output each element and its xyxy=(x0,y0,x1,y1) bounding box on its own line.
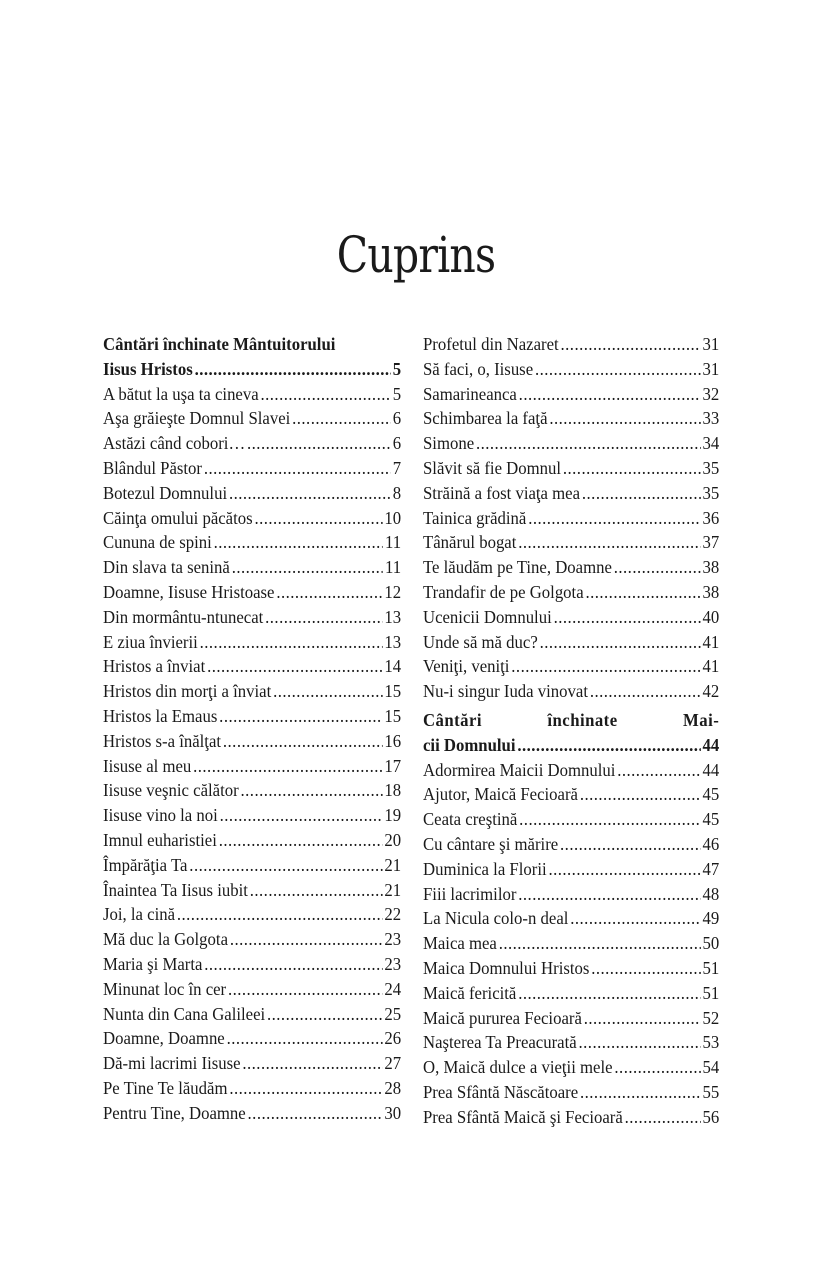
toc-entry-title: Doamne, Doamne xyxy=(103,1028,225,1049)
toc-entry[interactable] xyxy=(103,555,401,580)
page-number: 38 xyxy=(702,557,720,578)
toc-entry[interactable] xyxy=(423,332,719,357)
section-heading-line[interactable] xyxy=(103,357,401,382)
page-number: 52 xyxy=(702,1007,720,1028)
dot-leader xyxy=(614,1055,700,1080)
page-number: 15 xyxy=(384,705,402,726)
toc-entry-title: Nunta din Cana Galileei xyxy=(103,1003,266,1024)
toc-entry-title: Aşa grăieşte Domnul Slavei xyxy=(103,408,291,429)
toc-entry-title: Pe Tine Te lăudăm xyxy=(103,1077,228,1098)
page-number: 28 xyxy=(384,1077,402,1098)
toc-entry-title: Maria şi Marta xyxy=(103,953,203,974)
page-number: 34 xyxy=(702,433,720,454)
dot-leader xyxy=(219,704,382,729)
toc-entry[interactable] xyxy=(103,1051,401,1076)
toc-entry[interactable] xyxy=(103,977,401,1002)
toc-entry-title: Pentru Tine, Doamne xyxy=(103,1102,246,1123)
toc-entry-title: Din mormântu-ntunecat xyxy=(103,606,264,627)
toc-entry-title: Hristos a înviat xyxy=(103,656,206,677)
toc-entry[interactable] xyxy=(423,1055,719,1080)
toc-entries-left xyxy=(103,382,401,1126)
toc-entry[interactable] xyxy=(423,406,719,431)
dot-leader xyxy=(625,1105,701,1130)
dot-leader xyxy=(242,1051,382,1076)
page-number: 26 xyxy=(384,1028,402,1049)
dot-leader xyxy=(519,807,701,832)
dot-leader xyxy=(580,782,701,807)
toc-entry[interactable] xyxy=(423,782,719,807)
toc-entry-title: Iisuse vino la noi xyxy=(103,805,218,826)
toc-entries-right-bottom xyxy=(423,758,719,1130)
toc-entry-title: Hristos s-a înălţat xyxy=(103,730,222,751)
toc-entry[interactable] xyxy=(103,431,401,456)
toc-entry[interactable] xyxy=(103,878,401,903)
page-number: 50 xyxy=(702,933,720,954)
toc-entry-title: Hristos din morţi a înviat xyxy=(103,681,272,702)
dot-leader xyxy=(570,906,700,931)
toc-entry-title: Duminica la Florii xyxy=(423,858,547,879)
toc-entry[interactable] xyxy=(103,803,401,828)
page-number: 21 xyxy=(384,854,402,875)
page-number: 51 xyxy=(702,957,720,978)
toc-entry[interactable] xyxy=(423,506,719,531)
page-number: 41 xyxy=(702,656,720,677)
toc-entry[interactable] xyxy=(103,952,401,977)
dot-leader xyxy=(554,605,701,630)
dot-leader xyxy=(227,1026,383,1051)
page-number: 33 xyxy=(702,408,720,429)
toc-entry[interactable] xyxy=(103,406,401,431)
page-number: 18 xyxy=(384,780,402,801)
toc-entry-title: Simone xyxy=(423,433,475,454)
toc-entry-title: Botezul Domnului xyxy=(103,482,228,503)
toc-entry[interactable] xyxy=(423,906,719,931)
dot-leader xyxy=(518,882,700,907)
dot-leader xyxy=(548,857,700,882)
toc-entry-title: Înaintea Ta Iisus iubit xyxy=(103,879,248,900)
toc-entry-title: Te lăudăm pe Tine, Doamne xyxy=(423,557,612,578)
toc-entries-right-top xyxy=(423,332,719,704)
page-number: 27 xyxy=(384,1053,402,1074)
toc-entry[interactable] xyxy=(103,1101,401,1126)
toc-entry-title: Joi, la cină xyxy=(103,904,176,925)
toc-entry[interactable] xyxy=(103,754,401,779)
toc-entry[interactable] xyxy=(103,630,401,655)
page-number: 31 xyxy=(702,334,720,354)
page-number: 38 xyxy=(702,581,720,602)
toc-entry[interactable] xyxy=(423,530,719,555)
page-number: 22 xyxy=(384,904,402,925)
toc-entry-title: Fiii lacrimilor xyxy=(423,883,517,904)
toc-entry-title: Trandafir de pe Golgota xyxy=(423,581,584,602)
page-number: 25 xyxy=(384,1003,402,1024)
toc-entry[interactable] xyxy=(423,481,719,506)
page-number: 6 xyxy=(392,433,402,454)
dot-leader xyxy=(193,754,382,779)
toc-entry[interactable] xyxy=(423,857,719,882)
page-number: 48 xyxy=(702,883,720,904)
dot-leader xyxy=(276,580,382,605)
toc-entry[interactable] xyxy=(103,530,401,555)
dot-leader xyxy=(561,332,701,357)
page-number: 17 xyxy=(384,755,402,776)
page-number: 21 xyxy=(384,879,402,900)
dot-leader xyxy=(254,506,382,531)
page-number: 13 xyxy=(384,631,402,652)
page-number: 41 xyxy=(702,631,720,652)
toc-entry-title: Astăzi când cobori… xyxy=(103,433,246,454)
dot-leader xyxy=(273,679,382,704)
toc-entry[interactable] xyxy=(423,679,719,704)
dot-leader xyxy=(200,630,383,655)
page-number: 12 xyxy=(384,581,402,602)
toc-entry[interactable] xyxy=(423,758,719,783)
dot-leader xyxy=(292,406,391,431)
dot-leader xyxy=(580,1080,701,1105)
toc-entry-title: Schimbarea la faţă xyxy=(423,408,548,429)
toc-entry-title: Împărăţia Ta xyxy=(103,854,188,875)
toc-entry-title: Ucenicii Domnului xyxy=(423,606,552,627)
section-heading: Cântări închinate Mântuitorului xyxy=(103,334,336,354)
dot-leader xyxy=(517,733,700,758)
toc-entry-title: Prea Sfântă Maică şi Fecioară xyxy=(423,1106,623,1127)
dot-leader xyxy=(560,832,701,857)
page-number: 16 xyxy=(384,730,402,751)
toc-entry-title: Maică fericită xyxy=(423,982,517,1003)
page-number: 44 xyxy=(702,759,720,780)
toc-entry-title: E ziua învierii xyxy=(103,631,198,652)
section-heading-label: cii Domnului xyxy=(423,734,516,755)
toc-entry-title: Maica Domnului Hristos xyxy=(423,957,590,978)
toc-entry[interactable] xyxy=(103,902,401,927)
dot-leader xyxy=(204,952,382,977)
page-number: 55 xyxy=(702,1081,720,1102)
page-number: 44 xyxy=(702,734,720,755)
page-number: 53 xyxy=(702,1032,720,1053)
section-heading xyxy=(423,708,719,733)
page-title: Cuprins xyxy=(336,226,496,284)
toc-entry[interactable] xyxy=(423,807,719,832)
toc-entry-title: Adormirea Maicii Domnului xyxy=(423,759,616,780)
toc-entry-title: A bătut la uşa ta cineva xyxy=(103,383,259,404)
page-number: 24 xyxy=(384,978,402,999)
page-number: 45 xyxy=(702,809,720,830)
toc-entry[interactable] xyxy=(423,357,719,382)
toc-entry[interactable] xyxy=(423,882,719,907)
page-number: 42 xyxy=(702,681,720,702)
toc-entry[interactable] xyxy=(423,580,719,605)
page-number: 45 xyxy=(702,784,720,805)
toc-entry-title: Hristos la Emaus xyxy=(103,705,218,726)
section-heading-word: Mai- xyxy=(683,709,720,730)
dot-leader xyxy=(518,981,700,1006)
page-number: 40 xyxy=(702,606,720,627)
toc-entry[interactable] xyxy=(423,1006,719,1031)
dot-leader xyxy=(204,456,391,481)
page-number: 56 xyxy=(702,1106,720,1127)
toc-entry-title: Cu cântare şi mărire xyxy=(423,833,559,854)
toc-entry[interactable] xyxy=(103,605,401,630)
toc-entry[interactable] xyxy=(423,382,719,407)
toc-entry[interactable] xyxy=(103,679,401,704)
toc-entry-title: Imnul euharistiei xyxy=(103,829,217,850)
toc-entry-title: Tânărul bogat xyxy=(423,532,517,553)
dot-leader xyxy=(248,1101,383,1126)
page-number: 54 xyxy=(702,1057,720,1078)
toc-entry-title: Samarineanca xyxy=(423,383,517,404)
dot-leader xyxy=(614,555,701,580)
toc-entry-title: O, Maică dulce a vieţii mele xyxy=(423,1057,613,1078)
dot-leader xyxy=(247,431,391,456)
toc-entry-title: Să faci, o, Iisuse xyxy=(423,358,534,379)
toc-entry-title: Ajutor, Maică Fecioară xyxy=(423,784,578,805)
page-number: 23 xyxy=(384,929,402,950)
toc-entry[interactable] xyxy=(423,832,719,857)
dot-leader xyxy=(549,406,700,431)
page-number: 13 xyxy=(384,606,402,627)
toc-entry[interactable] xyxy=(103,654,401,679)
page-number: 35 xyxy=(702,482,720,503)
dot-leader xyxy=(585,580,700,605)
dot-leader xyxy=(214,530,384,555)
toc-entry[interactable] xyxy=(103,506,401,531)
dot-leader xyxy=(229,1076,382,1101)
toc-entry[interactable] xyxy=(423,654,719,679)
toc-entry-title: Doamne, Iisuse Hristoase xyxy=(103,581,275,602)
toc-entry-title: Prea Sfântă Născătoare xyxy=(423,1081,579,1102)
page-number: 51 xyxy=(702,982,720,1003)
page-number: 37 xyxy=(702,532,720,553)
toc-entry[interactable] xyxy=(103,704,401,729)
page-number: 5 xyxy=(392,383,402,404)
toc-entry-title: Cununa de spini xyxy=(103,532,212,553)
toc-entry-title: Din slava ta senină xyxy=(103,557,230,578)
dot-leader xyxy=(511,654,700,679)
toc-entry-title: Naşterea Ta Preacurată xyxy=(423,1032,577,1053)
section-heading-line[interactable] xyxy=(423,733,719,758)
toc-entry[interactable] xyxy=(103,1026,401,1051)
toc-entry-title: Nu-i singur Iuda vinovat xyxy=(423,681,588,702)
page-number: 46 xyxy=(702,833,720,854)
toc-entry-title: Maica mea xyxy=(423,933,497,954)
page-number: 7 xyxy=(392,457,402,478)
toc-entry[interactable] xyxy=(103,456,401,481)
section-heading-word: Cântări xyxy=(423,709,482,730)
page-number: 11 xyxy=(384,532,402,553)
toc-entry-title: Profetul din Nazaret xyxy=(423,334,559,354)
toc-entry-title: Iisuse al meu xyxy=(103,755,192,776)
toc-entry[interactable] xyxy=(423,931,719,956)
dot-leader xyxy=(590,679,701,704)
page-number: 6 xyxy=(392,408,402,429)
dot-leader xyxy=(250,878,383,903)
dot-leader xyxy=(519,382,701,407)
dot-leader xyxy=(223,729,383,754)
page-number: 30 xyxy=(384,1102,402,1123)
toc-entry[interactable] xyxy=(103,382,401,407)
page-number: 31 xyxy=(702,358,720,379)
page-number: 23 xyxy=(384,953,402,974)
dot-leader xyxy=(499,931,701,956)
toc-entry-title: Blândul Păstor xyxy=(103,457,203,478)
toc-entry[interactable] xyxy=(103,828,401,853)
dot-leader xyxy=(228,977,383,1002)
toc-entry[interactable] xyxy=(103,778,401,803)
page-number: 32 xyxy=(702,383,720,404)
toc-entry[interactable] xyxy=(423,605,719,630)
toc-entry[interactable] xyxy=(423,1080,719,1105)
dot-leader xyxy=(220,803,383,828)
dot-leader xyxy=(476,431,701,456)
dot-leader xyxy=(563,456,701,481)
dot-leader xyxy=(591,956,700,981)
toc-column-left xyxy=(103,332,401,1126)
toc-entry[interactable] xyxy=(423,1030,719,1055)
dot-leader xyxy=(540,630,701,655)
dot-leader xyxy=(241,778,383,803)
toc-entry-title: Unde să mă duc? xyxy=(423,631,538,652)
toc-entry[interactable] xyxy=(103,853,401,878)
page-number: 20 xyxy=(384,829,402,850)
toc-entry[interactable] xyxy=(423,1105,719,1130)
toc-entry[interactable] xyxy=(103,729,401,754)
page-number: 10 xyxy=(384,507,402,528)
toc-entry-title: Iisuse veşnic călător xyxy=(103,780,239,801)
toc-entry[interactable] xyxy=(423,456,719,481)
dot-leader xyxy=(579,1030,701,1055)
page-number: 14 xyxy=(384,656,402,677)
toc-entry[interactable] xyxy=(423,555,719,580)
page-number: 19 xyxy=(384,805,402,826)
toc-entry-title: Veniţi, veniţi xyxy=(423,656,510,677)
section-heading-word: închinate xyxy=(547,709,618,730)
toc-entry[interactable] xyxy=(423,981,719,1006)
dot-leader xyxy=(528,506,700,531)
dot-leader xyxy=(189,853,382,878)
page-number: 36 xyxy=(702,507,720,528)
section-heading-label: Iisus Hristos xyxy=(103,358,193,379)
dot-leader xyxy=(265,605,382,630)
dot-leader xyxy=(267,1002,383,1027)
dot-leader xyxy=(535,357,701,382)
toc-entry[interactable] xyxy=(423,431,719,456)
page-number: 15 xyxy=(384,681,402,702)
toc-entry[interactable] xyxy=(103,1076,401,1101)
toc-entry[interactable] xyxy=(423,956,719,981)
page-number: 47 xyxy=(702,858,720,879)
toc-entry-title: Dă-mi lacrimi Iisuse xyxy=(103,1053,241,1074)
toc-entry-title: Tainica grădină xyxy=(423,507,527,528)
toc-entry-title: Mă duc la Golgota xyxy=(103,929,229,950)
page-number: 5 xyxy=(392,358,402,379)
toc-entry[interactable] xyxy=(423,630,719,655)
page-number: 8 xyxy=(392,482,402,503)
dot-leader xyxy=(617,758,700,783)
toc-entry-title: Căinţa omului păcătos xyxy=(103,507,253,528)
dot-leader xyxy=(177,902,383,927)
dot-leader xyxy=(230,927,383,952)
toc-entry-title: Străină a fost viaţa mea xyxy=(423,482,581,503)
dot-leader xyxy=(229,481,391,506)
dot-leader xyxy=(582,481,701,506)
page-number: 11 xyxy=(384,557,402,578)
dot-leader xyxy=(219,828,383,853)
toc-entry[interactable] xyxy=(103,580,401,605)
dot-leader xyxy=(195,357,391,382)
dot-leader xyxy=(518,530,700,555)
toc-entry[interactable] xyxy=(103,1002,401,1027)
dot-leader xyxy=(207,654,382,679)
toc-column-right xyxy=(423,332,719,1130)
toc-entry-title: La Nicula colo-n deal xyxy=(423,908,569,929)
toc-entry-title: Maică pururea Fecioară xyxy=(423,1007,582,1028)
dot-leader xyxy=(232,555,383,580)
toc-entry-title: Ceata creştină xyxy=(423,809,518,830)
dot-leader xyxy=(584,1006,701,1031)
dot-leader xyxy=(260,382,390,407)
page-number: 35 xyxy=(702,457,720,478)
toc-entry-title: Minunat loc în cer xyxy=(103,978,227,999)
toc-entry[interactable] xyxy=(103,481,401,506)
page-number: 49 xyxy=(702,908,720,929)
toc-entry[interactable] xyxy=(103,927,401,952)
toc-entry-title: Slăvit să fie Domnul xyxy=(423,457,562,478)
